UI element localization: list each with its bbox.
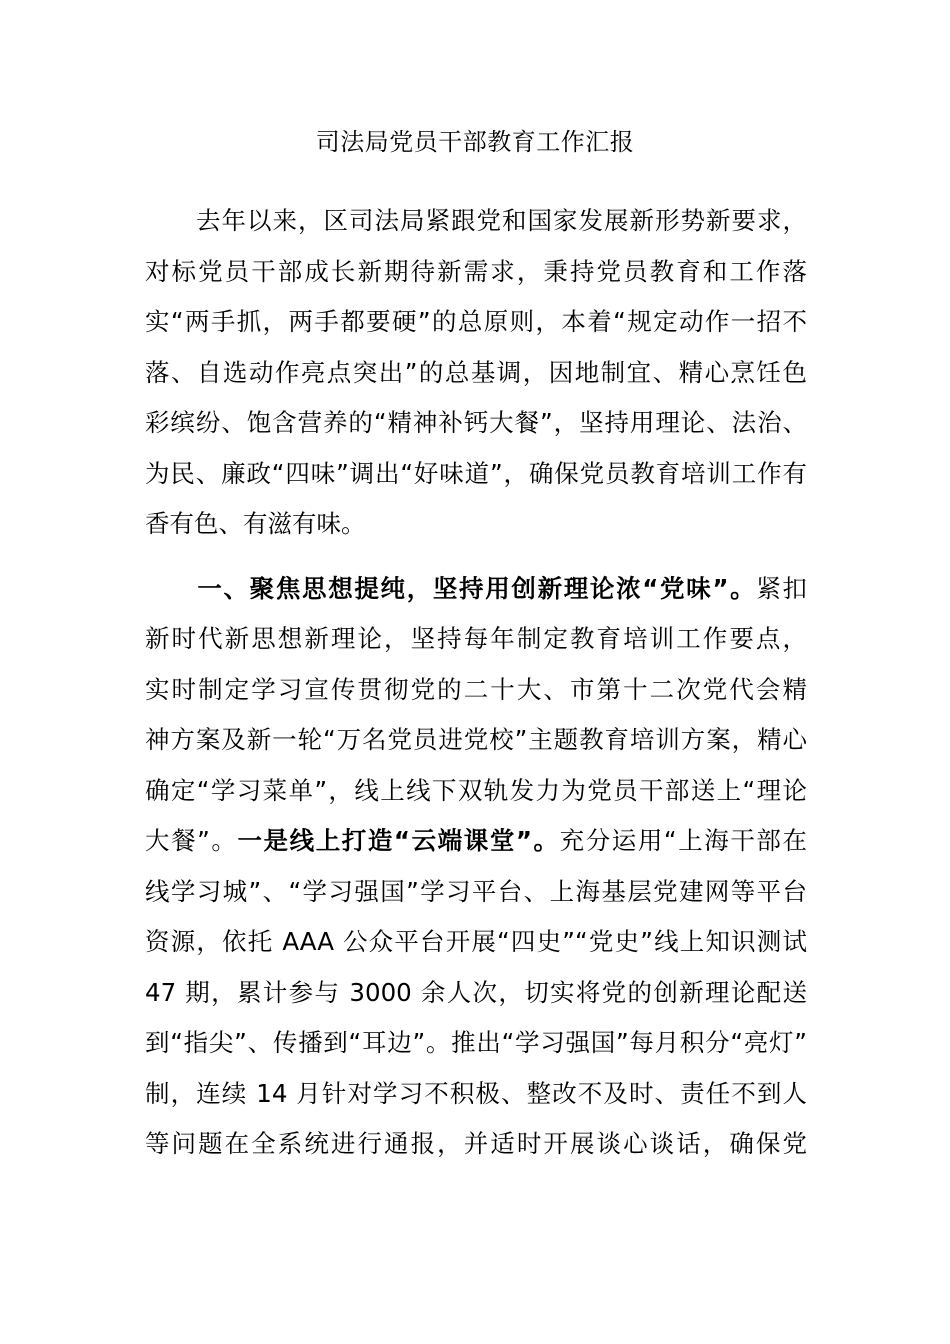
paragraph-intro (145, 196, 807, 550)
text-line (145, 816, 807, 867)
text-line (145, 564, 807, 615)
document-body (145, 196, 807, 1170)
text-line: 制，连续 14 月针对学习不积极、整改不及时、责任不到人 (145, 1078, 807, 1108)
text-line: 落、自选动作亮点突出”的总基调，因地制宜、精心烹饪色 (145, 357, 807, 387)
text-line: 47 期，累计参与 3000 余人次，切实将党的创新理论配送 (145, 977, 807, 1007)
text-line: 新时代新思想新理论，坚持每年制定教育培训工作要点， (145, 624, 807, 653)
section-heading: 一、聚焦思想提纯，坚持用创新理论浓“党味”。 (145, 573, 757, 603)
text-line: 到“指尖”、传播到“耳边”。推出“学习强国”每月积分“亮灯” (145, 1028, 807, 1057)
paragraph-gap (145, 550, 807, 564)
text-line: 神方案及新一轮“万名党员进党校”主题教育培训方案，精心 (145, 725, 807, 754)
text-line: 确定“学习菜单”，线上线下双轨发力为党员干部送上“理论 (145, 775, 807, 805)
text-line: 实“两手抓，两手都要硬”的总原则，本着“规定动作一招不 (145, 307, 807, 336)
text-run: 大餐”。 (145, 826, 238, 855)
text-line: 彩缤纷、饱含营养的“精神补钙大餐”，坚持用理论、法治、 (145, 408, 807, 437)
text-line: 资源，依托 AAA 公众平台开展“四史”“党史”线上知识测试 (145, 927, 807, 956)
text-line: 为民、廉政“四味”调出“好味道”，确保党员教育培训工作有 (145, 458, 807, 488)
text-run: 充分运用“上海干部在 (559, 826, 807, 855)
text-line: 去年以来，区司法局紧跟党和国家发展新形势新要求， (145, 206, 807, 235)
paragraph-section-one (145, 564, 807, 1170)
text-line: 线学习城”、“学习强国”学习平台、上海基层党建网等平台 (145, 876, 807, 906)
subheading: 一是线上打造“云端课堂”。 (237, 826, 560, 855)
text-run: 紧扣 (756, 573, 807, 603)
text-line: 实时制定学习宣传贯彻党的二十大、市第十二次党代会精 (145, 674, 807, 704)
text-line: 等问题在全系统进行通报，并适时开展谈心谈话，确保党 (145, 1129, 807, 1158)
document-title: 司法局党员干部教育工作汇报 (315, 128, 635, 156)
text-line: 香有色、有滋有味。 (145, 509, 366, 538)
text-line: 对标党员干部成长新期待新需求，秉持党员教育和工作落 (145, 256, 807, 286)
